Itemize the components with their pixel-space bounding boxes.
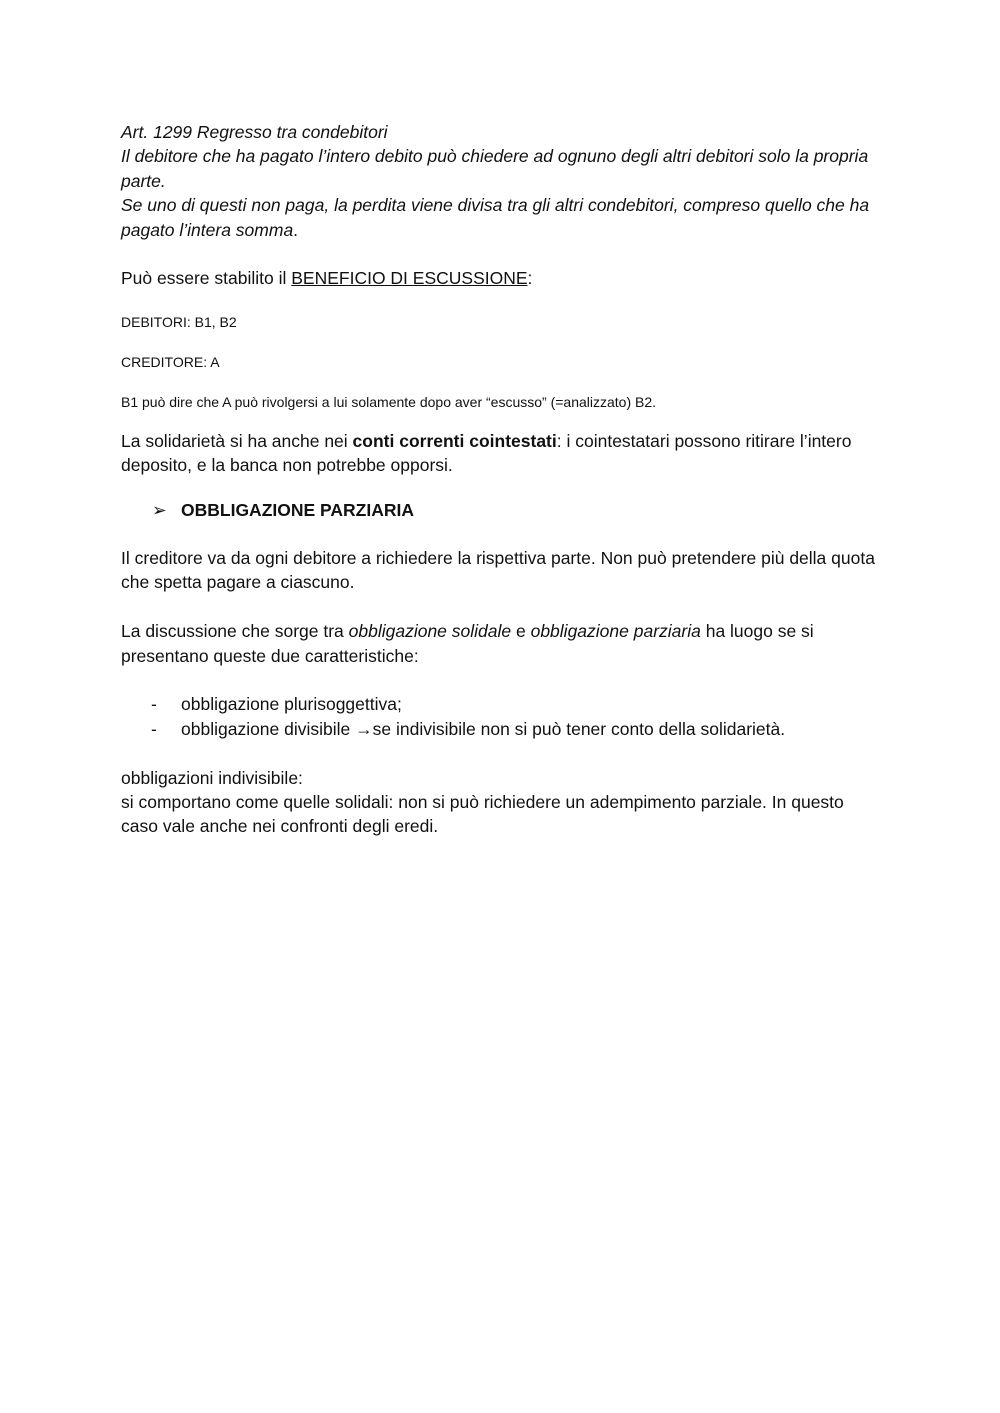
- document-content: [121, 120, 881, 839]
- article-paragraph-1: Il debitore che ha pagato l’intero debito può chiedere ad ognuno degli altri debitori solo la propria parte.: [121, 146, 869, 191]
- indivisibili-paragraph: si comportano come quelle solidali: non si può richiedere un adempimento parziale. In questo caso vale anche nei confronti degli eredi.: [121, 792, 844, 837]
- caratteristiche-list: [121, 692, 881, 741]
- escussione-example: B1 può dire che A può rivolgersi a lui solamente dopo aver “escusso” (=analizzato) B2.: [121, 393, 657, 410]
- discussione-p1: La discussione che sorge tra: [121, 621, 349, 642]
- indivisibili-heading: obbligazioni indivisibile:: [121, 767, 303, 788]
- list-item: [121, 717, 881, 741]
- creditore-line: CREDITORE: A: [121, 353, 220, 370]
- article-paragraph-2-text: Se uno di questi non paga, la perdita viene divisa tra gli altri condebitori, compreso quello che ha pagato l’intera somma: [121, 195, 870, 240]
- parziaria-paragraph: Il creditore va da ogni debitore a richiedere la rispettiva parte. Non può pretendere più della quota che spetta pagare a ciascuno.: [121, 548, 875, 593]
- parziaria-heading-text: OBBLIGAZIONE PARZIARIA: [181, 499, 415, 520]
- solidarieta-bold: conti correnti cointestati: [352, 430, 557, 451]
- solidarieta-prefix: La solidarietà si ha anche nei: [121, 430, 353, 451]
- beneficio-term: BENEFICIO DI ESCUSSIONE: [291, 268, 528, 289]
- solidarieta-paragraph: [121, 429, 881, 478]
- discussione-p2: e: [511, 621, 531, 642]
- debitori-line: DEBITORI: B1, B2: [121, 313, 237, 330]
- list-item-text: obbligazione divisibile →se indivisibile non si può tener conto della solidarietà.: [181, 718, 786, 739]
- dash-bullet: -: [151, 718, 157, 739]
- parziaria-heading: [121, 498, 881, 522]
- beneficio-prefix: Può essere stabilito il: [121, 268, 292, 289]
- discussione-i2: obbligazione parziaria: [530, 621, 701, 642]
- dash-bullet: -: [151, 694, 157, 715]
- arrow-bullet-icon: ➢: [152, 499, 167, 520]
- list-item-text: obbligazione plurisoggettiva;: [181, 694, 402, 715]
- beneficio-suffix: :: [527, 268, 533, 289]
- solidarieta-suffix: : i cointestatari possono ritirare l’intero deposito, e la banca non potrebbe opporsi.: [121, 430, 852, 476]
- article-heading: Art. 1299 Regresso tra condebitori: [121, 122, 388, 142]
- beneficio-line: [121, 266, 881, 290]
- discussione-i1: obbligazione solidale: [348, 621, 512, 642]
- discussione-p3: ha luogo se si presentano queste due caratteristiche:: [121, 621, 814, 666]
- article-paragraph-2-end: .: [293, 219, 299, 240]
- article-paragraph-2: [121, 193, 881, 242]
- list-item: [121, 692, 881, 716]
- discussione-paragraph: [121, 619, 881, 668]
